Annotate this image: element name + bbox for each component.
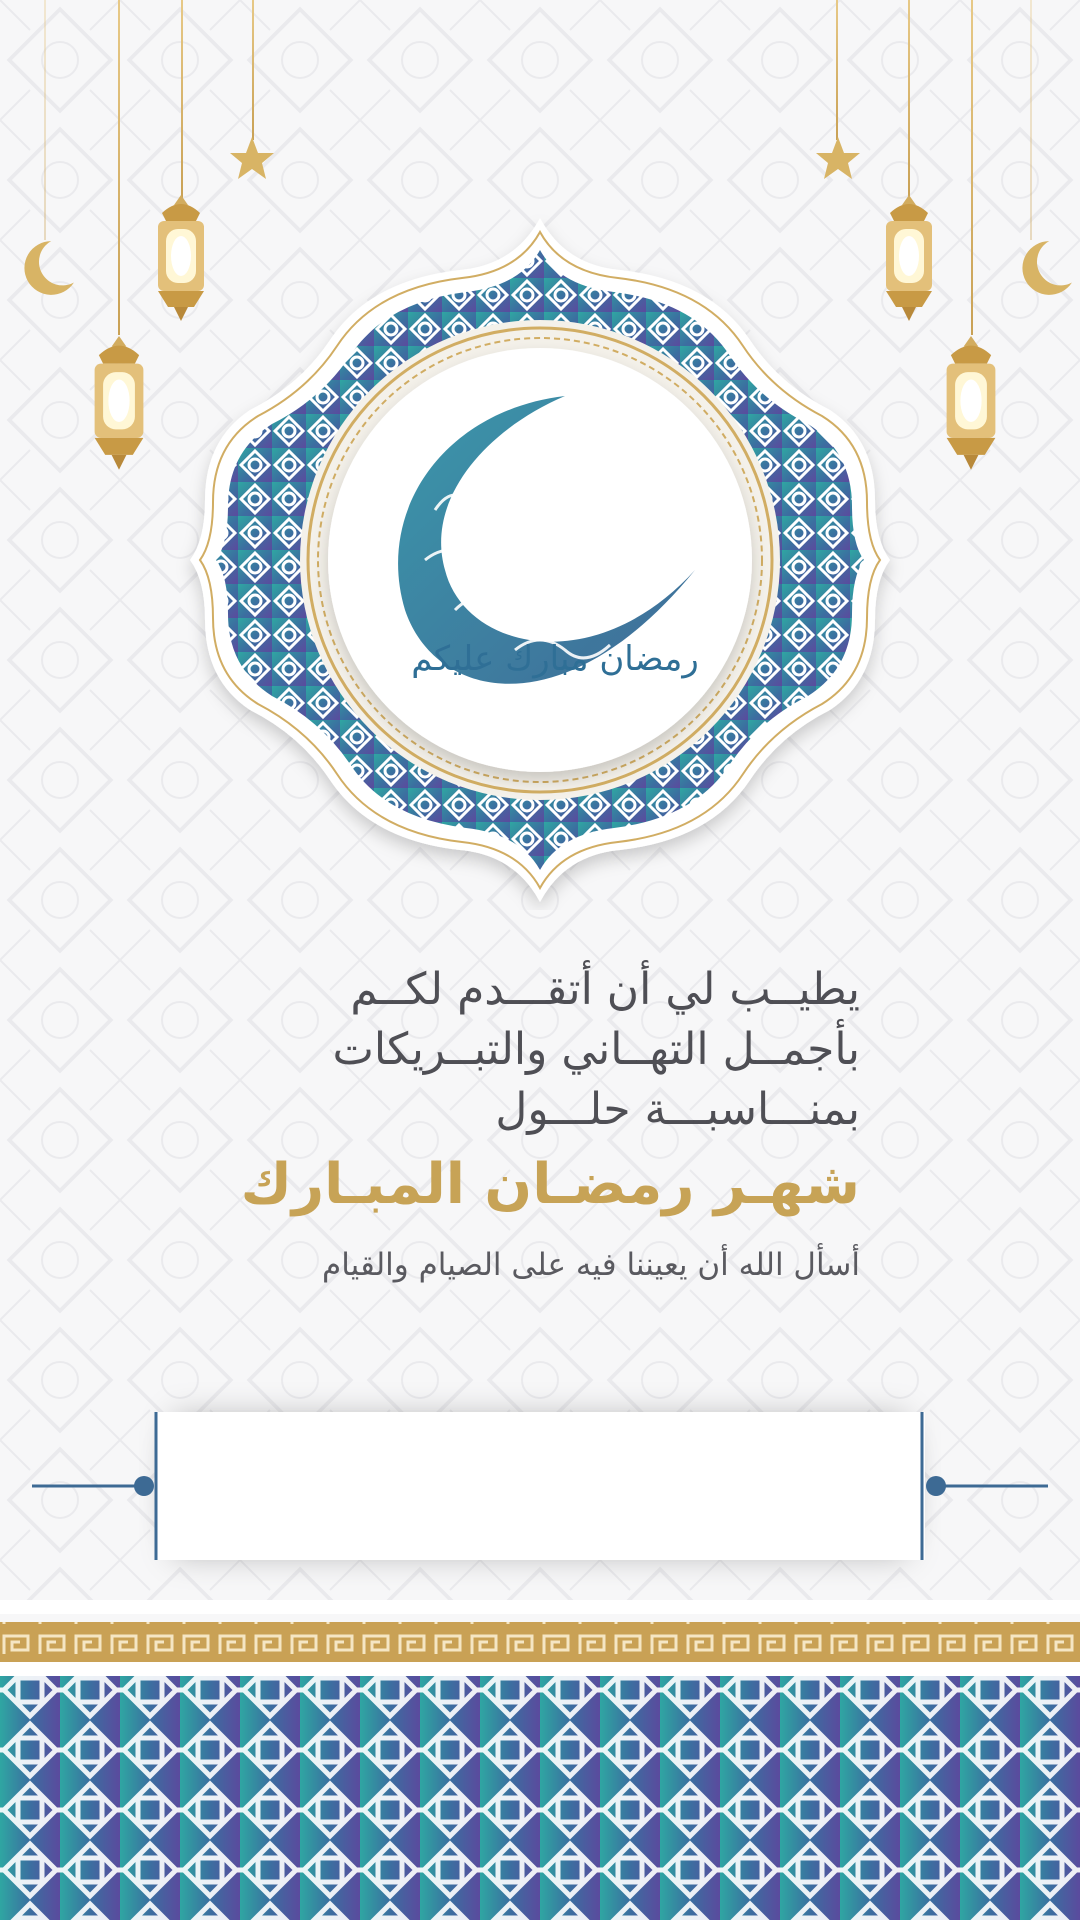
lantern-icon bbox=[936, 330, 1006, 480]
crescent-icon bbox=[14, 235, 76, 301]
star-icon bbox=[814, 135, 862, 183]
right-bracket-ornament bbox=[872, 1410, 1052, 1562]
hanging-string bbox=[908, 0, 910, 200]
hanging-string bbox=[971, 0, 973, 335]
greeting-line-3: بمنـــاسبـــة حلـــول bbox=[495, 1084, 860, 1135]
greeting-line-1: يطيــب لي أن أتقـــدم لكــم bbox=[350, 964, 860, 1015]
star-icon bbox=[228, 135, 276, 183]
hanging-string bbox=[836, 0, 838, 140]
bottom-ornamental-band bbox=[0, 1600, 1080, 1920]
prayer-text: أسأل الله أن يعيننا فيه على الصيام والقيام bbox=[322, 1247, 860, 1283]
name-box[interactable] bbox=[155, 1412, 925, 1560]
hanging-string bbox=[252, 0, 254, 140]
hanging-string bbox=[181, 0, 183, 200]
calligraphy-text: رمضان مبارك عليكم bbox=[411, 639, 699, 679]
hanging-string bbox=[1030, 0, 1032, 240]
greeting-line-2: بأجمــل التهــاني والتبــريكات bbox=[332, 1024, 860, 1075]
hanging-string bbox=[118, 0, 120, 335]
headline-ramadan: شهـر رمضـان المبـارك bbox=[240, 1152, 860, 1217]
left-bracket-ornament bbox=[28, 1410, 208, 1562]
crescent-calligraphy-icon bbox=[365, 390, 705, 720]
lantern-icon bbox=[84, 330, 154, 480]
crescent-icon bbox=[1012, 235, 1074, 301]
greeting-message bbox=[220, 960, 860, 1300]
hanging-string bbox=[44, 0, 46, 240]
